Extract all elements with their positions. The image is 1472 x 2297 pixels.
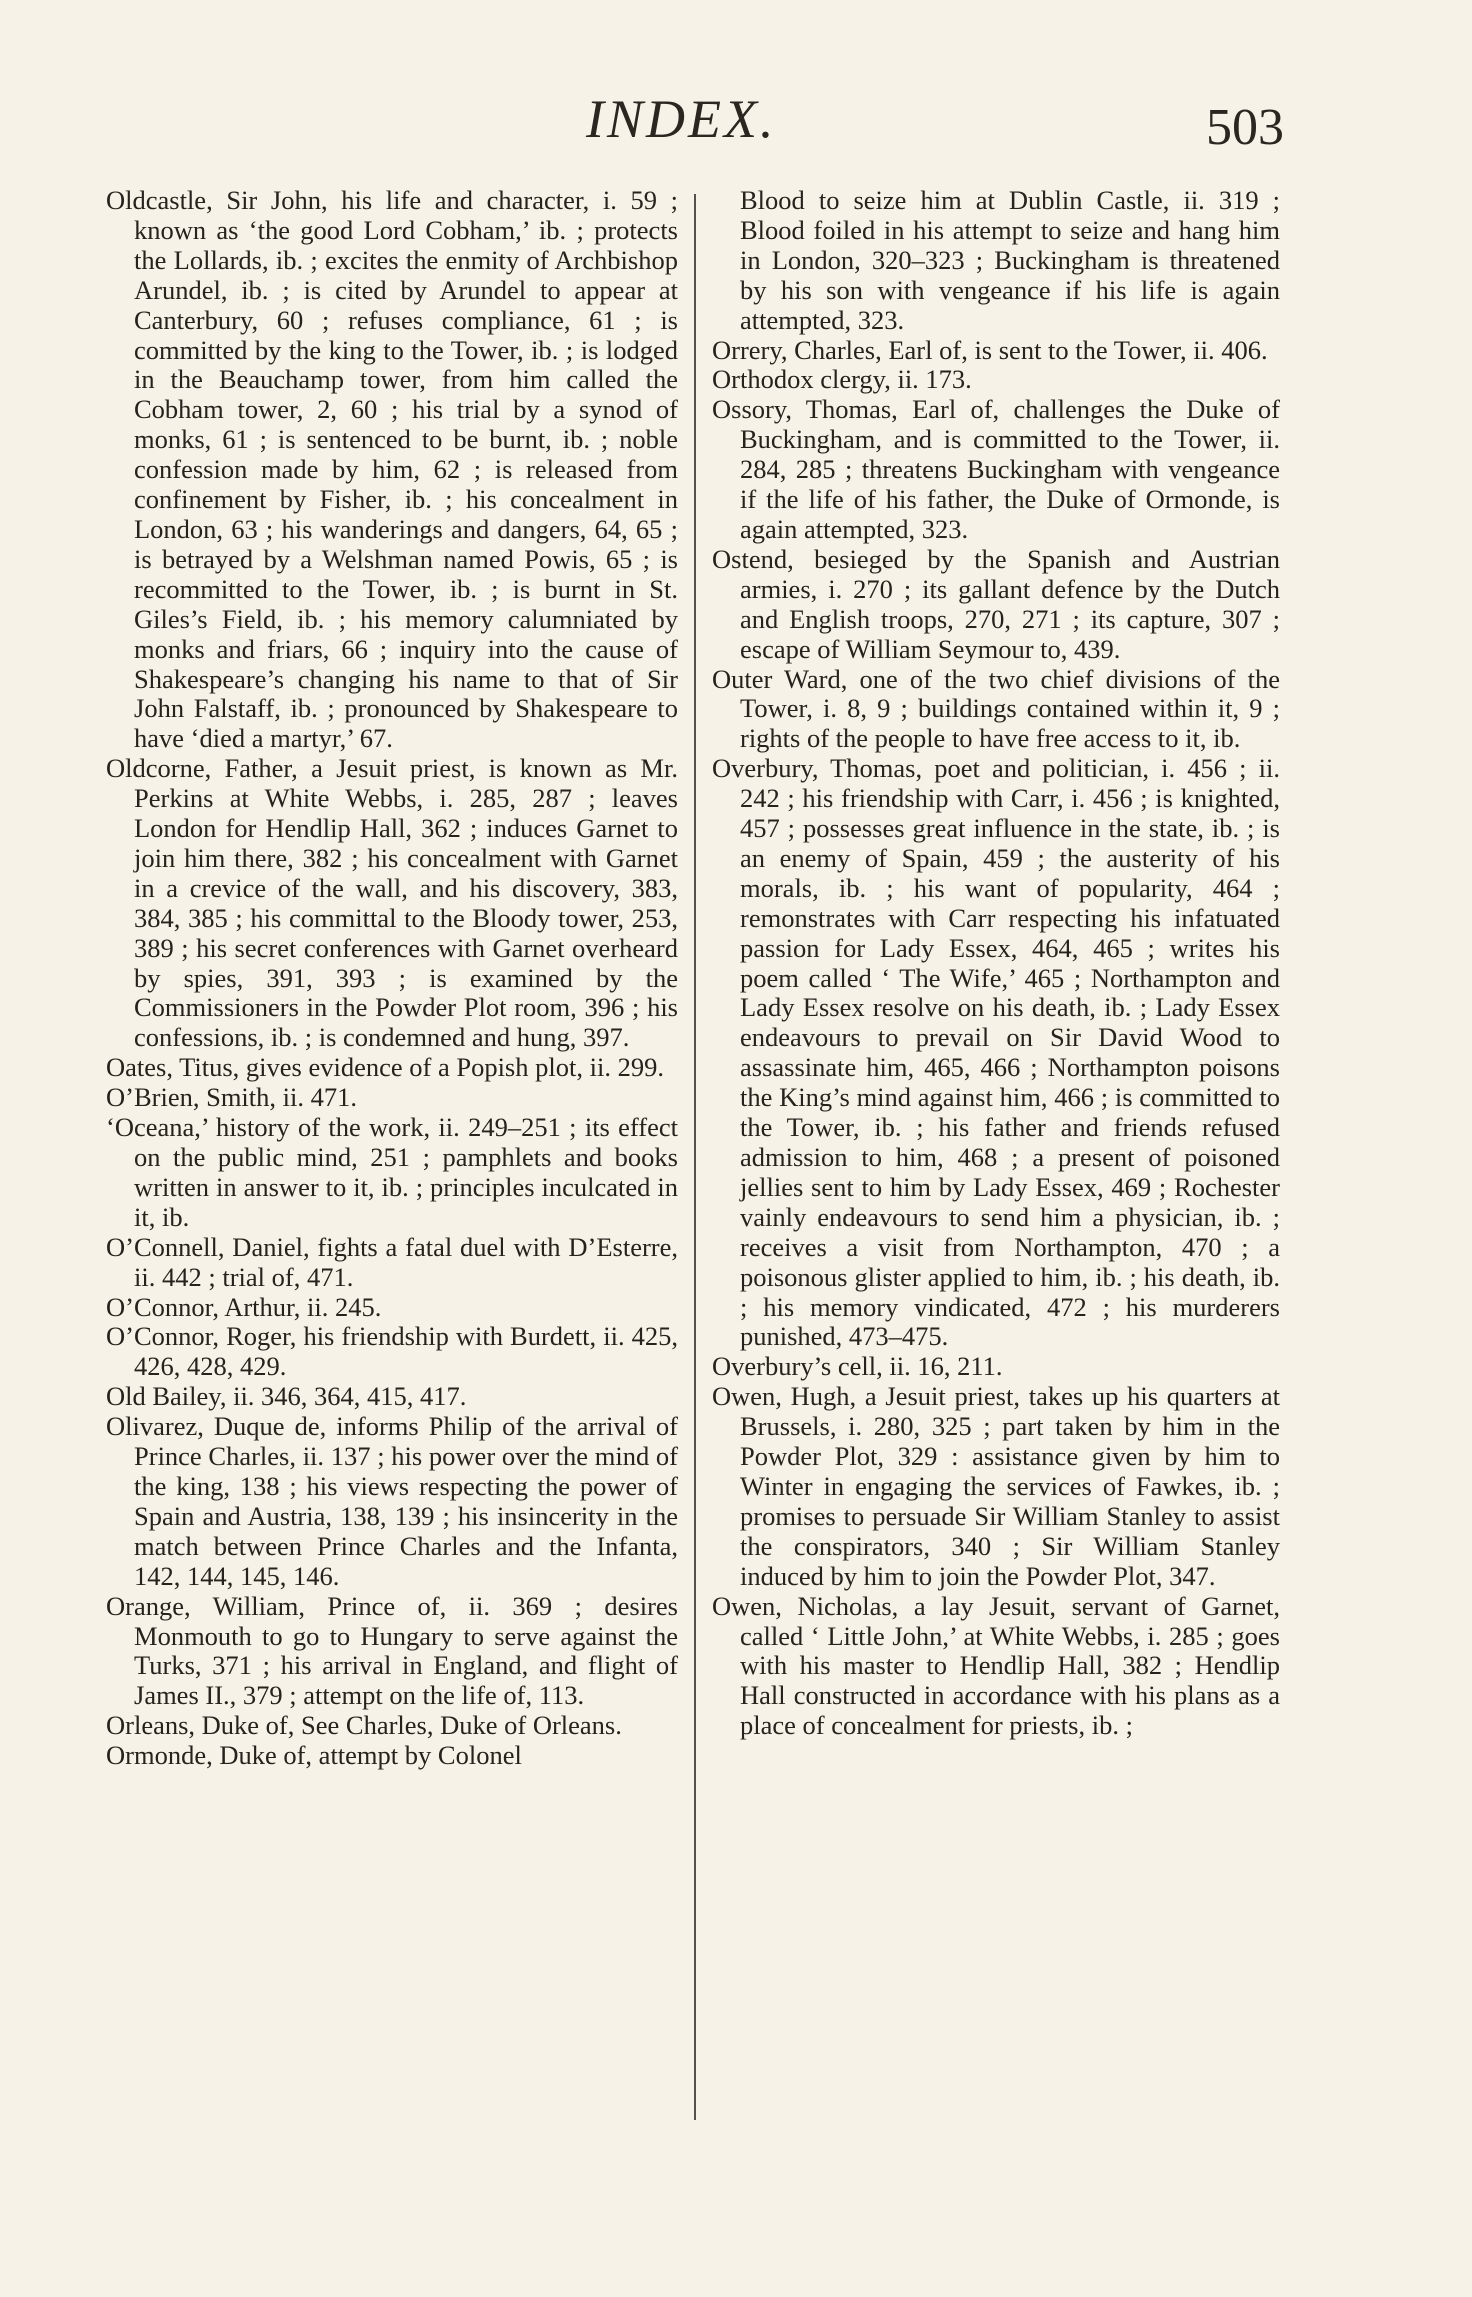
index-entry: Oldcorne, Father, a Jesuit priest, is known as Mr. Perkins at White Webbs, i. 285, 287 ; leaves London for Hendlip Hall, 362 ; induces Garnet to join him there, 382 ; his concealment with Garnet in a crevice of the wall, and his discovery, 383, 384, 385 ; his committal to the Bloody tower, 253, 389 ; his secret conferences with Garnet overheard by spies, 391, 393 ; is examined by the Commissioners in the Powder Plot room, 396 ; his confessions, ib. ; is condemned and hung, 397. bbox=[106, 753, 678, 1053]
index-entry: Old Bailey, ii. 346, 364, 415, 417. bbox=[106, 1381, 467, 1412]
index-entry: ‘Oceana,’ history of the work, ii. 249–251 ; its effect on the public mind, 251 ; pamphlets and books written in answer to it, ib. ; principles inculcated in it, ib. bbox=[106, 1112, 678, 1232]
index-entry-continued: Blood to seize him at Dublin Castle, ii. 319 ; Blood foiled in his attempt to seize and hang him in London, 320–323 ; Buckingham is threatened by his son with vengeance if his life is again attempted, 323. bbox=[740, 185, 1280, 335]
index-column-left bbox=[106, 186, 678, 1771]
index-entry: Ostend, besieged by the Spanish and Austrian armies, i. 270 ; its gallant defence by the Dutch and English troops, 270, 271 ; its capture, 307 ; escape of William Seymour to, 439. bbox=[712, 543, 1280, 664]
index-entry: Ossory, Thomas, Earl of, challenges the Duke of Buckingham, and is committed to the Tower, ii. 284, 285 ; threatens Buckingham with vengeance if the life of his father, the Duke of Ormonde, is again attempted, 323. bbox=[712, 394, 1280, 544]
page-number: 503 bbox=[1206, 99, 1284, 156]
index-entry: Outer Ward, one of the two chief divisions of the Tower, i. 8, 9 ; buildings contained within it, 9 ; rights of the people to have free access to it, ib. bbox=[712, 663, 1280, 754]
index-entry: Oates, Titus, gives evidence of a Popish plot, ii. 299. bbox=[106, 1052, 664, 1083]
index-entry: Orange, William, Prince of, ii. 369 ; desires Monmouth to go to Hungary to serve against the Turks, 371 ; his arrival in England, and flight of James II., 379 ; attempt on the life of, 113. bbox=[106, 1590, 678, 1711]
index-entry: O’Connor, Roger, his friendship with Burdett, ii. 425, 426, 428, 429. bbox=[106, 1321, 678, 1382]
index-entry: Orthodox clergy, ii. 173. bbox=[712, 364, 972, 395]
index-entry: Overbury’s cell, ii. 16, 211. bbox=[712, 1351, 1003, 1382]
index-entry: O’Connor, Arthur, ii. 245. bbox=[106, 1291, 382, 1322]
index-entry: O’Brien, Smith, ii. 471. bbox=[106, 1082, 358, 1113]
index-entry: Oldcastle, Sir John, his life and character, i. 59 ; known as ‘the good Lord Cobham,’ ib. ; protects the Lollards, ib. ; excites the enmity of Archbishop Arundel, ib. ; is cited by Arundel to appear at Canterbury, 60 ; refuses compliance, 61 ; is committed by the king to the Tower, ib. ; is lodged in the Beauchamp tower, from him called the Cobham tower, 2, 60 ; his trial by a synod of monks, 61 ; is sentenced to be burnt, ib. ; noble confession made by him, 62 ; is released from confinement by Fisher, ib. ; his concealment in London, 63 ; his wanderings and dangers, 64, 65 ; is betrayed by a Welshman named Powis, 65 ; is recommitted to the Tower, ib. ; is burnt in St. Giles’s Field, ib. ; his memory calumniated by monks and friars, 66 ; inquiry into the cause of Shakespeare’s changing his name to that of Sir John Falstaff, ib. ; pronounced by Shakespeare to have ‘died a martyr,’ 67. bbox=[106, 185, 678, 754]
running-header-title: INDEX. bbox=[586, 89, 777, 149]
index-entry: O’Connell, Daniel, fights a fatal duel with D’Esterre, ii. 442 ; trial of, 471. bbox=[106, 1231, 678, 1292]
index-entry: Olivarez, Duque de, informs Philip of the arrival of Prince Charles, ii. 137 ; his power over the mind of the king, 138 ; his views respecting the power of Spain and Austria, 138, 139 ; his insincerity in the match between Prince Charles and the Infanta, 142, 144, 145, 146. bbox=[106, 1411, 678, 1591]
index-entry: Orleans, Duke of, See Charles, Duke of Orleans. bbox=[106, 1710, 622, 1741]
index-entry: Overbury, Thomas, poet and politician, i. 456 ; ii. 242 ; his friendship with Carr, i. 456 ; is knighted, 457 ; possesses great influence in the state, ib. ; is an enemy of Spain, 459 ; the austerity of his morals, ib. ; his want of popularity, 464 ; remonstrates with Carr respecting his infatuated passion for Lady Essex, 464, 465 ; writes his poem called ‘ The Wife,’ 465 ; Northampton and Lady Essex resolve on his death, ib. ; Lady Essex endeavours to prevail on Sir David Wood to assassinate him, 465, 466 ; Northampton poisons the King’s mind against him, 466 ; is committed to the Tower, ib. ; his father and friends refused admission to him, 468 ; a present of poisoned jellies sent to him by Lady Essex, 469 ; Rochester vainly endeavours to send him a physician, ib. ; receives a visit from Northampton, 470 ; a poisonous glister applied to him, ib. ; his death, ib. ; his memory vindicated, 472 ; his murderers punished, 473–475. bbox=[712, 753, 1280, 1352]
index-entry: Owen, Hugh, a Jesuit priest, takes up his quarters at Brussels, i. 280, 325 ; part taken by him in the Powder Plot, 329 : assistance given by him to Winter in engaging the services of Fawkes, ib. ; promises to persuade Sir William Stanley to assist the conspirators, 340 ; Sir William Stanley induced by him to join the Powder Plot, 347. bbox=[712, 1381, 1280, 1591]
index-entry: Owen, Nicholas, a lay Jesuit, servant of Garnet, called ‘ Little John,’ at White Webbs, i. 285 ; goes with his master to Hendlip Hall, 382 ; Hendlip Hall constructed in accordance with his plans as a place of concealment for priests, ib. ; bbox=[712, 1590, 1280, 1741]
column-divider bbox=[694, 194, 696, 2120]
index-column-right bbox=[712, 186, 1280, 1741]
index-entry: Orrery, Charles, Earl of, is sent to the Tower, ii. 406. bbox=[712, 334, 1268, 365]
index-entry: Ormonde, Duke of, attempt by Colonel bbox=[106, 1740, 522, 1771]
